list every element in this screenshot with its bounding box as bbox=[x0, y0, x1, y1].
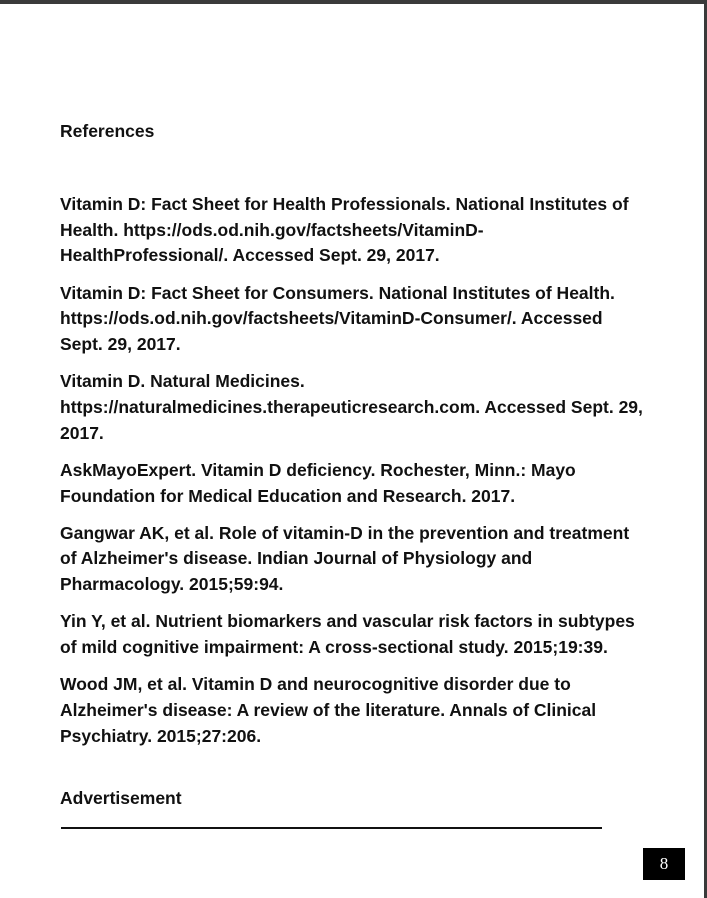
horizontal-rule bbox=[61, 827, 602, 829]
reference-item: Vitamin D: Fact Sheet for Consumers. National Institutes of Health. https://ods.od.nih.gov/factsheets/VitaminD-Consumer/. Accessed Sept. 29, 2017. bbox=[60, 282, 615, 355]
reference-item: Gangwar AK, et al. Role of vitamin-D in the prevention and treatment of Alzheimer's disease. Indian Journal of Physiology and Pharmacology. 2015;59:94. bbox=[60, 522, 630, 595]
page-top-border bbox=[0, 0, 707, 4]
reference-item: Yin Y, et al. Nutrient biomarkers and vascular risk factors in subtypes of mild cognitive impairment: A cross-sectional study. 2015;19:39. bbox=[60, 611, 635, 658]
references-heading: References bbox=[60, 121, 155, 141]
reference-item: Vitamin D. Natural Medicines. https://naturalmedicines.therapeuticresearch.com. Accessed Sept. 29, 2017. bbox=[60, 371, 643, 443]
reference-item: AskMayoExpert. Vitamin D deficiency. Rochester, Minn.: Mayo Foundation for Medical Education and Research. 2017. bbox=[60, 459, 576, 506]
page-number-badge: 8 bbox=[643, 848, 685, 880]
advertisement-label: Advertisement bbox=[60, 788, 182, 808]
reference-item: Vitamin D: Fact Sheet for Health Professionals. National Institutes of Health. https://ods.od.nih.gov/factsheets/VitaminD-HealthProfessional/. Accessed Sept. 29, 2017. bbox=[60, 194, 629, 266]
document-page bbox=[60, 119, 650, 746]
reference-item: Wood JM, et al. Vitamin D and neurocognitive disorder due to Alzheimer's disease: A review of the literature. Annals of Clinical Psychiatry. 2015;27:206. bbox=[60, 674, 597, 746]
references-list bbox=[60, 192, 650, 761]
